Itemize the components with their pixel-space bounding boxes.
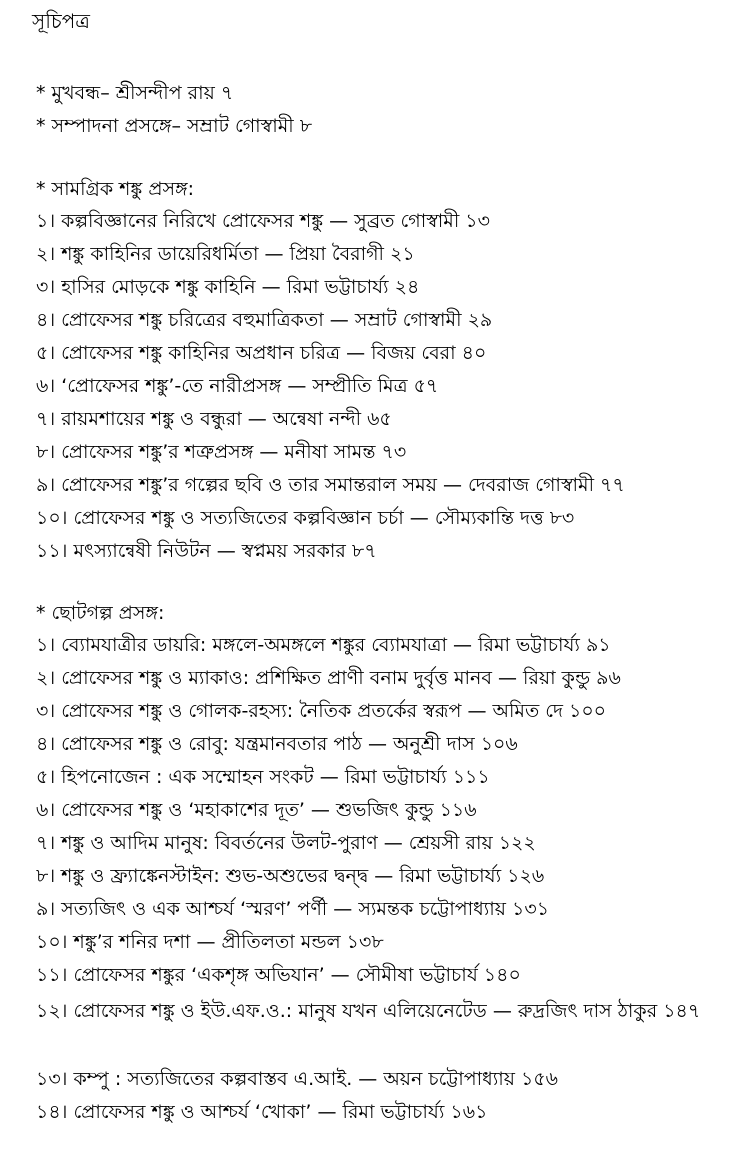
toc-entry: ৪। প্রোফেসর শঙ্কু চরিত্রের বহুমাত্রিকতা — সম্রাট গোস্বামী ২৯ xyxy=(36,309,493,331)
toc-entry: ৫। হিপনোজেন : এক সম্মোহন সংকট — রিমা ভট্টাচার্য্য ১১১ xyxy=(36,766,490,788)
page-title: সূচিপত্র xyxy=(32,9,90,33)
toc-entry: ৬। ‘প্রোফেসর শঙ্কু’-তে নারীপ্রসঙ্গ — সম্প্রীতি মিত্র ৫৭ xyxy=(36,375,439,397)
toc-entry: ১১। মৎস্যান্বেষী নিউটন — স্বপ্নময় সরকার ৮৭ xyxy=(36,540,377,562)
toc-entry: ১২। প্রোফেসর শঙ্কু ও ইউ.এফ.ও.: মানুষ যখন এলিয়েনেটেড — রুদ্রজিৎ দাস ঠাকুর ১৪৭ xyxy=(36,1000,701,1022)
toc-entry: ৭। শঙ্কু ও আদিম মানুষ: বিবর্তনের উলট-পুরাণ — শ্রেয়সী রায় ১২২ xyxy=(36,832,536,854)
toc-entry: ২। শঙ্কু কাহিনির ডায়েরিধর্মিতা — প্রিয়া বৈরাগী ২১ xyxy=(36,243,415,265)
toc-entry: ১১। প্রোফেসর শঙ্কুর ‘একশৃঙ্গ অভিযান’ — সৌমীষা ভট্টাচার্য ১৪০ xyxy=(36,964,521,986)
toc-entry: ৩। হাসির মোড়কে শঙ্কু কাহিনি — রিমা ভট্টাচার্য্য ২৪ xyxy=(36,276,420,298)
toc-entry: ৭। রায়মশায়ের শঙ্কু ও বন্ধুরা — অন্বেষা নন্দী ৬৫ xyxy=(36,408,392,430)
toc-entry: ১। কল্পবিজ্ঞানের নিরিখে প্রোফেসর শঙ্কু — সুব্রত গোস্বামী ১৩ xyxy=(36,210,490,232)
section-heading-short-stories: * ছোটগল্প প্রসঙ্গ: xyxy=(36,602,165,624)
toc-entry: ১০। শঙ্কু’র শনির দশা — প্রীতিলতা মন্ডল ১৩৮ xyxy=(36,931,384,953)
front-matter-editorial: * সম্পাদনা প্রসঙ্গে– সম্রাট গোস্বামী ৮ xyxy=(36,115,313,137)
toc-entry: ৯। সত্যজিৎ ও এক আশ্চর্য ‘স্মরণ’ পর্ণী — স্যমন্তক চট্টোপাধ্যায় ১৩১ xyxy=(36,898,550,920)
toc-entry: ৮। শঙ্কু ও ফ্র্যাঙ্কেনস্টাইন: শুভ-অশুভের দ্বন্দ্ব — রিমা ভট্টাচার্য্য ১২৬ xyxy=(36,865,545,887)
toc-entry: ২। প্রোফেসর শঙ্কু ও ম্যাকাও: প্রশিক্ষিত প্রাণী বনাম দুর্বৃত্ত মানব — রিয়া কুন্ডু ৯৬ xyxy=(36,667,621,689)
toc-entry: ৩। প্রোফেসর শঙ্কু ও গোলক-রহস্য: নৈতিক প্রতর্কের স্বরূপ — অমিত দে ১০০ xyxy=(36,700,607,722)
front-matter-foreword: * মুখবন্ধ– শ্রীসন্দীপ রায় ৭ xyxy=(36,82,234,104)
toc-entry: ৫। প্রোফেসর শঙ্কু কাহিনির অপ্রধান চরিত্র — বিজয় বেরা ৪০ xyxy=(36,342,487,364)
section-heading-general: * সামগ্রিক শঙ্কু প্রসঙ্গ: xyxy=(36,178,195,200)
toc-entry: ১০। প্রোফেসর শঙ্কু ও সত্যজিতের কল্পবিজ্ঞান চর্চা — সৌম্যকান্তি দত্ত ৮৩ xyxy=(36,507,575,529)
toc-entry: ৯। প্রোফেসর শঙ্কু’র গল্পের ছবি ও তার সমান্তরাল সময় — দেবরাজ গোস্বামী ৭৭ xyxy=(36,474,625,496)
toc-entry: ৬। প্রোফেসর শঙ্কু ও ‘মহাকাশের দূত’ — শুভজিৎ কুন্ডু ১১৬ xyxy=(36,799,477,821)
toc-entry: ৮। প্রোফেসর শঙ্কু’র শত্রুপ্রসঙ্গ — মনীষা সামন্ত ৭৩ xyxy=(36,441,407,463)
toc-entry: ১৩। কম্পু : সত্যজিতের কল্পবাস্তব এ.আই. — অয়ন চট্টোপাধ্যায় ১৫৬ xyxy=(36,1068,559,1090)
toc-entry: ১৪। প্রোফেসর শঙ্কু ও আশ্চর্য ‘খোকা’ — রিমা ভট্টাচার্য্য ১৬১ xyxy=(36,1101,488,1123)
toc-entry: ১। ব্যোমযাত্রীর ডায়রি: মঙ্গলে-অমঙ্গলে শঙ্কুর ব্যোমযাত্রা — রিমা ভট্টাচার্য্য ৯১ xyxy=(36,634,611,656)
toc-entry: ৪। প্রোফেসর শঙ্কু ও রোবু: যন্ত্রমানবতার পাঠ — অনুশ্রী দাস ১০৬ xyxy=(36,733,518,755)
